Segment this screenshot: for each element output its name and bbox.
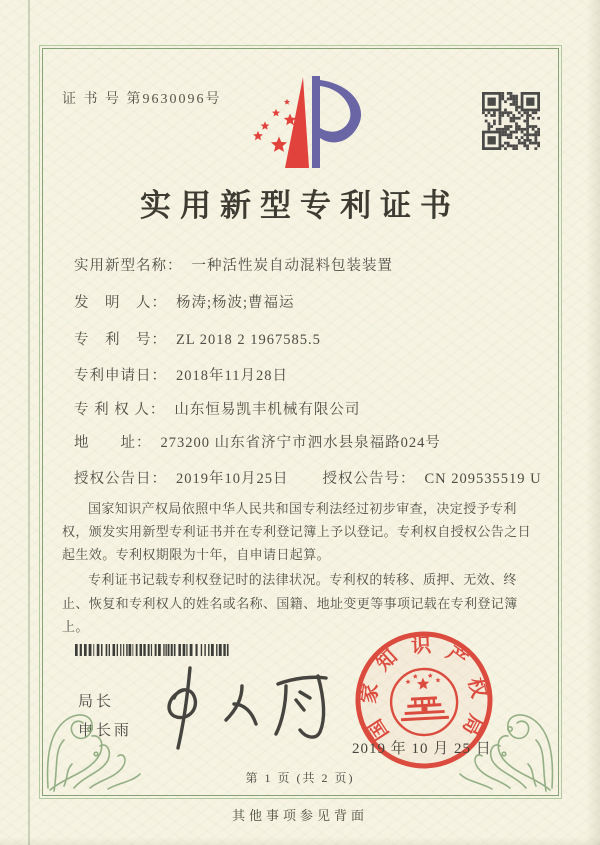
legal-paragraph: 国家知识产权局依照中华人民共和国专利法经过初步审查，决定授予专利权，颁发实用新型专利证书并在专利登记簿上予以登记。专利权自授权公告之日起生效。专利权期限为十年，自申请日起算。 xyxy=(62,501,532,563)
handwritten-signature-icon xyxy=(150,660,350,760)
field-value: 一种活性炭自动混料包装装置 xyxy=(191,258,393,274)
field-label: 专 利 号： xyxy=(74,332,167,348)
field-label: 专利申请日： xyxy=(74,368,167,384)
svg-text:知: 知 xyxy=(372,645,402,676)
field-row-inventors xyxy=(74,291,295,312)
field-label: 授权公告日： xyxy=(74,471,167,487)
field-label: 授权公告号： xyxy=(322,471,416,487)
corner-flourish-icon xyxy=(44,628,154,793)
certificate-title: 实用新型专利证书 xyxy=(140,188,460,223)
svg-text:产: 产 xyxy=(441,642,472,672)
legal-paragraph: 专利证书记载专利权登记时的法律状况。专利权的转移、质押、无效、终止、恢复和专利权人的姓名或名称、国籍、地址变更等事项记载在专利登记簿上。 xyxy=(62,572,518,634)
legal-text xyxy=(62,497,540,640)
officer-title: 局长 xyxy=(78,694,115,710)
scan-edge-bottom xyxy=(0,837,600,845)
svg-text:家: 家 xyxy=(358,682,383,705)
field-value: 2019年10月25日 xyxy=(176,471,289,487)
seal-date: 2019 年 10 月 25 日 xyxy=(352,741,492,757)
cnipa-logo-icon xyxy=(243,72,373,172)
field-row-grant xyxy=(74,467,542,488)
svg-text:局: 局 xyxy=(457,710,487,739)
officer-name: 申长雨 xyxy=(78,722,133,739)
svg-text:国: 国 xyxy=(364,715,394,744)
field-label: 专 利 权 人： xyxy=(74,402,166,418)
svg-text:识: 识 xyxy=(410,634,432,658)
field-row-address xyxy=(74,431,441,452)
page-number: 第 1 页 (共 2 页) xyxy=(245,771,355,785)
field-label: 地 址： xyxy=(74,435,152,451)
qr-code xyxy=(482,92,540,150)
field-row-patentee xyxy=(74,398,360,419)
field-value: CN 209535519 U xyxy=(424,471,542,487)
scan-edge-left xyxy=(28,0,30,845)
certificate-number: 证 书 号 第9630096号 xyxy=(62,92,222,107)
field-row-filing-date xyxy=(74,364,288,385)
scan-edge-right xyxy=(586,0,600,845)
field-value: ZL 2018 2 1967585.5 xyxy=(176,332,321,348)
svg-text:权: 权 xyxy=(463,675,490,701)
field-value: 杨涛;杨波;曹福运 xyxy=(176,295,295,311)
field-label: 实用新型名称： xyxy=(74,258,183,274)
back-side-note: 其他事项参见背面 xyxy=(231,808,368,823)
field-label: 发 明 人： xyxy=(74,295,167,311)
field-value: 山东恒易凯丰机械有限公司 xyxy=(174,402,361,418)
field-value: 273200 山东省济宁市泗水县泉福路024号 xyxy=(160,435,441,451)
field-value: 2018年11月28日 xyxy=(176,368,288,384)
field-row-patent-no xyxy=(74,328,321,349)
field-row-name xyxy=(74,254,393,275)
